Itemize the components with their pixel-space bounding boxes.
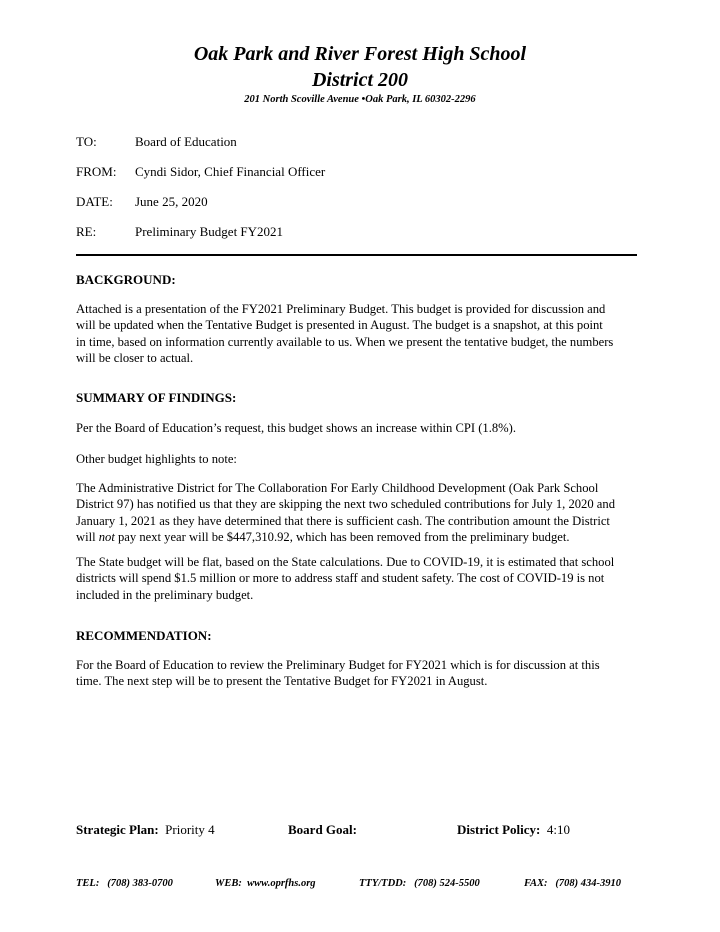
strategic-plan-label: Strategic Plan: [76,822,159,837]
footer-tel: TEL: (708) 383-0700 [76,878,173,889]
background-line: Attached is a presentation of the FY2021 Preliminary Budget. This budget is provided for discussion and [76,302,606,316]
findings-line: included in the preliminary budget. [76,587,254,602]
date-value: June 25, 2020 [135,194,208,209]
background-paragraph [76,301,646,366]
strategic-plan [76,822,215,838]
board-goal-label: Board Goal: [288,822,357,837]
address-street: 201 North Scoville Avenue [244,94,359,105]
to-value: Board of Education [135,134,237,149]
background-heading: BACKGROUND: [76,272,176,287]
from-value: Cyndi Sidor, Chief Financial Officer [135,164,326,179]
footer-tty: TTY/TDD: (708) 524-5500 [359,878,480,889]
strategic-plan-value: Priority 4 [165,822,215,837]
school-name: Oak Park and River Forest High School [193,43,527,65]
findings-line: January 1, 2021 as they have determined that there is sufficient cash. The contribution amount the District [76,513,610,528]
recommendation-paragraph [76,657,646,690]
background-line: will be updated when the Tentative Budget is presented in August. The budget is a snapshot, at this point [76,318,603,333]
school-address [0,94,720,105]
re-value: Preliminary Budget FY2021 [135,224,284,239]
footer-web: WEB: www.oprfhs.org [215,878,316,889]
recommendation-line: time. The next step will be to present the Tentative Budget for FY2021 in August. [76,674,488,689]
recommendation-heading: RECOMMENDATION: [76,628,212,643]
bullet-icon: • [361,94,366,105]
district-policy [457,822,570,838]
findings-line: District 97) has notified us that they are skipping the next two scheduled contributions for July 1, 2020 and [76,497,615,512]
findings-collaboration-paragraph [76,480,646,545]
footer-fax: FAX: (708) 434-3910 [524,878,622,889]
findings-emphasis: not [98,529,115,544]
findings-state-paragraph [76,554,646,603]
to-label: TO: [76,134,97,149]
findings-text: pay next year will be $447,310.92, which has been removed from the preliminary budget. [114,529,570,544]
findings-heading: SUMMARY OF FINDINGS: [76,390,237,405]
district-name: District 200 [311,69,409,91]
recommendation-line: For the Board of Education to review the Preliminary Budget for FY2021 which is for discussion at this [76,658,600,672]
board-goal [288,822,357,838]
findings-highlights-paragraph [76,451,646,467]
district-policy-label: District Policy: [457,822,541,837]
findings-cpi-paragraph [76,420,646,436]
background-line: in time, based on information currently available to us. When we present the tentative budget, the numbers [76,334,614,349]
re-label: RE: [76,224,97,239]
address-city: Oak Park, IL 60302-2296 [365,94,476,105]
findings-text: will [76,529,99,544]
district-policy-value: 4:10 [546,822,571,837]
findings-line: Other budget highlights to note: [76,452,237,466]
date-label: DATE: [76,194,113,209]
findings-line [76,529,646,545]
findings-line: districts will spend $1.5 million or more to address staff and student safety. The cost of COVID-19 is not [76,571,605,586]
findings-line: The Administrative District for The Collaboration For Early Childhood Development (Oak Park School [76,481,599,495]
header-divider [76,254,637,256]
background-line: will be closer to actual. [76,350,194,365]
findings-line: Per the Board of Education’s request, this budget shows an increase within CPI (1.8%). [76,421,516,435]
findings-line: The State budget will be flat, based on the State calculations. Due to COVID-19, it is estimated that school [76,555,615,569]
from-label: FROM: [76,164,117,179]
